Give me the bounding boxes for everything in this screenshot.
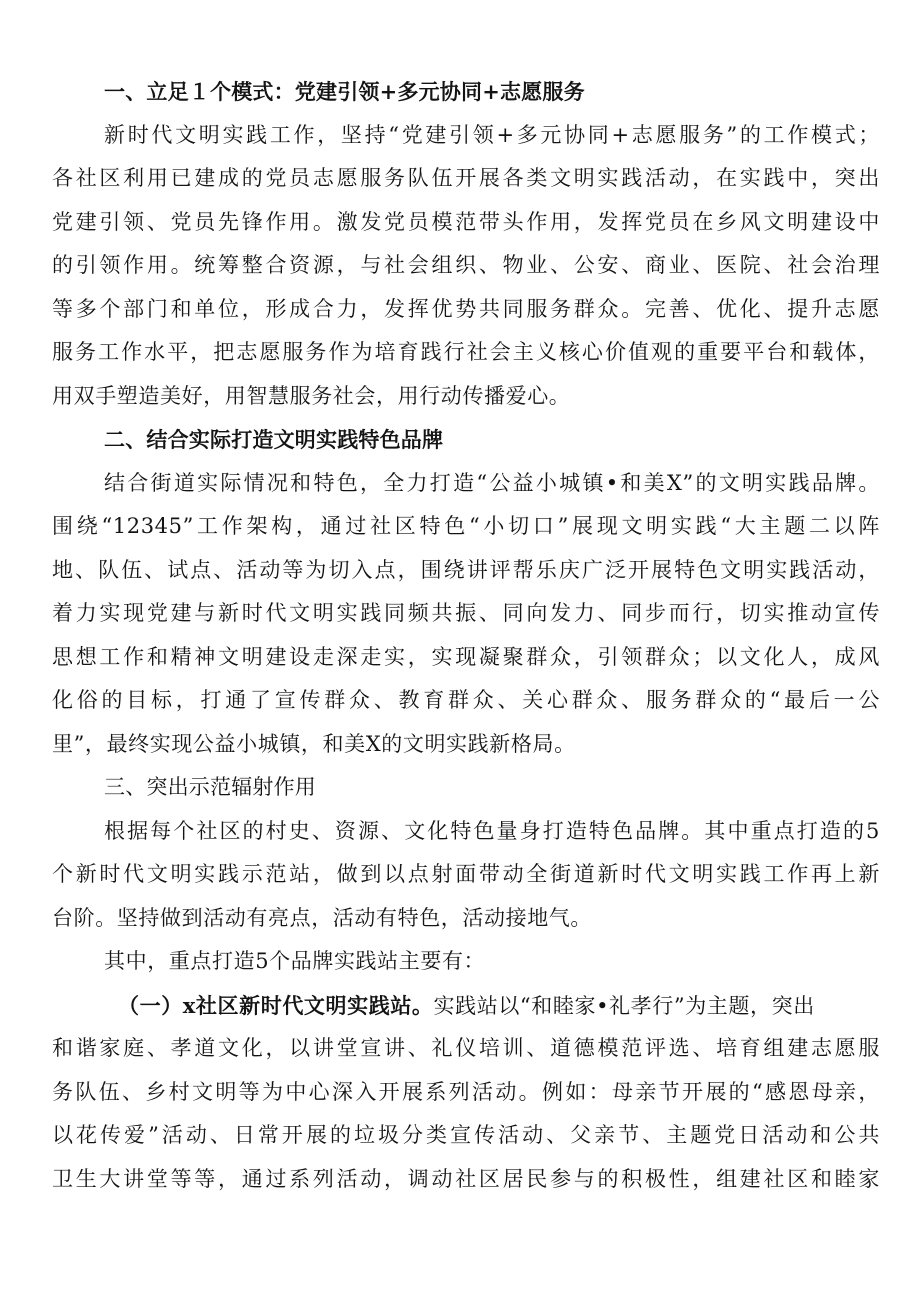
document-body xyxy=(52,70,882,1201)
paragraph-line: 结合街道实际情况和特色，全力打造“公益小城镇•和美X”的文明实践品牌。 xyxy=(104,470,880,495)
paragraph-line: 地、队伍、试点、活动等为切入点，围绕讲评帮乐庆广泛开展特色文明实践活动， xyxy=(52,557,880,582)
item-first-line xyxy=(52,984,882,1028)
paragraph-line: 服务工作水平，把志愿服务作为培育践行社会主义核心价值观的重要平台和载体， xyxy=(52,340,880,364)
paragraph-line: 着力实现党建与新时代文明实践同频共振、同向发力、同步而行，切实推动宣传 xyxy=(52,601,880,625)
paragraph-line: 化俗的目标，打通了宣传群众、教育群众、关心群众、服务群众的“最后一公 xyxy=(52,688,880,712)
paragraph-line: 用双手塑造美好，用智慧服务社会，用行动传播爱心。 xyxy=(52,383,571,408)
section-heading-1: 一、立足１个模式：党建引领+多元协同+志愿服务 xyxy=(104,79,585,104)
paragraph-line: 各社区利用已建成的党员志愿服务队伍开展各类文明实践活动，在实践中，突出 xyxy=(52,166,880,190)
paragraph-line: 围绕“12345”工作架构，通过社区特色“小切口”展现文明实践“大主题二以阵 xyxy=(52,514,880,538)
section-heading-2: 二、结合实际打造文明实践特色品牌 xyxy=(104,427,444,452)
paragraph-line: 思想工作和精神文明建设走深走实，实现凝聚群众，引领群众；以文化人，成风 xyxy=(52,644,880,669)
paragraph-line: 的引领作用。统筹整合资源，与社会组织、物业、公安、商业、医院、社会治理 xyxy=(52,253,880,277)
item-first-line-text: 实践站以“和睦家•礼孝行”为主题，突出 xyxy=(433,993,815,1018)
paragraph-line: 等多个部门和单位，形成合力，发挥优势共同服务群众。完善、优化、提升志愿 xyxy=(52,296,880,321)
paragraph-line: 以花传爱”活动、日常开展的垃圾分类宣传活动、父亲节、主题党日活动和公共 xyxy=(52,1123,880,1147)
paragraph-line: 其中，重点打造5个品牌实践站主要有： xyxy=(104,949,486,973)
section-heading-3: 三、突出示范辐射作用 xyxy=(104,775,316,799)
paragraph-line: 新时代文明实践工作，坚持“党建引领+多元协同+志愿服务”的工作模式； xyxy=(104,122,880,147)
item-title: （一）x社区新时代文明实践站。 xyxy=(118,992,434,1018)
paragraph-line: 党建引领、党员先锋作用。激发党员模范带头作用，发挥党员在乡风文明建设中 xyxy=(52,209,880,234)
paragraph-line: 务队伍、乡村文明等为中心深入开展系列活动。例如：母亲节开展的“感恩母亲， xyxy=(52,1079,880,1104)
paragraph-line: 里”，最终实现公益小城镇，和美X的文明实践新格局。 xyxy=(52,731,576,756)
paragraph-line: 台阶。坚持做到活动有亮点，活动有特色，活动接地气。 xyxy=(52,905,592,930)
paragraph-line: 和谐家庭、孝道文化，以讲堂宣讲、礼仪培训、道德模范评选、培育组建志愿服 xyxy=(52,1036,880,1060)
paragraph-line: 个新时代文明实践示范站，做到以点射面带动全街道新时代文明实践工作再上新 xyxy=(52,862,880,886)
paragraph-line: 卫生大讲堂等等，通过系列活动，调动社区居民参与的积极性，组建社区和睦家 xyxy=(52,1166,880,1191)
paragraph-line: 根据每个社区的村史、资源、文化特色量身打造特色品牌。其中重点打造的5 xyxy=(104,818,880,843)
